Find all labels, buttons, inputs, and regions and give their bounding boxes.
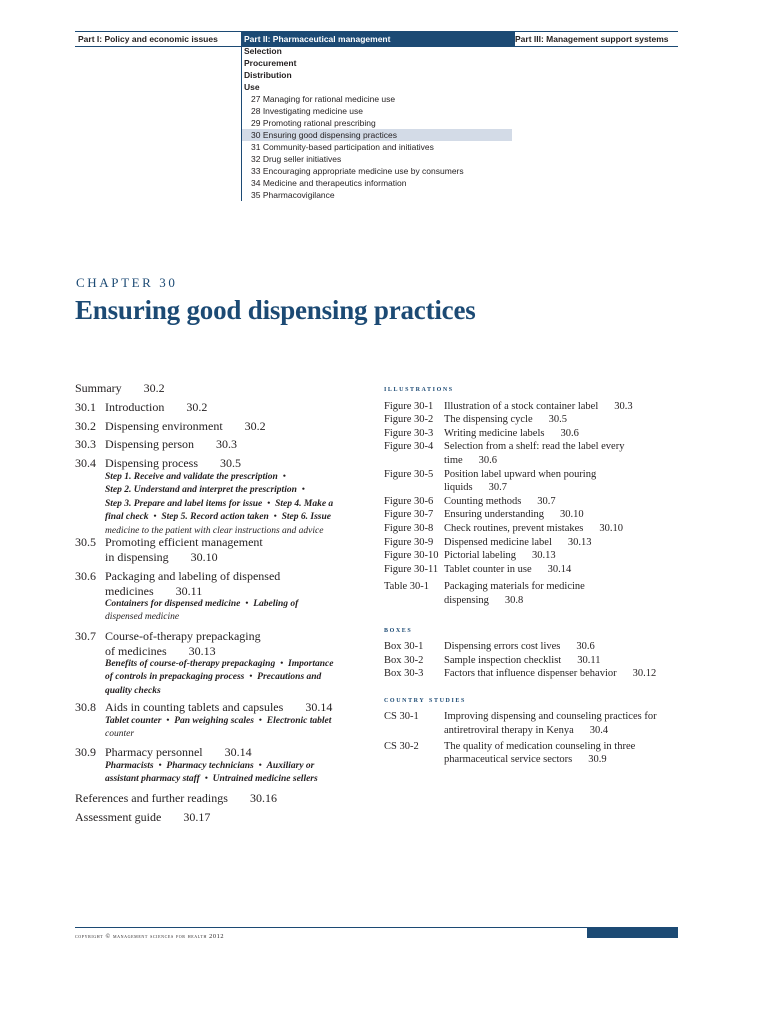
toc-number: 30.6 bbox=[75, 568, 96, 583]
toc-number: 30.9 bbox=[75, 744, 96, 759]
figure-page: 30.13 bbox=[567, 536, 592, 548]
toc-page: 30.14 bbox=[224, 744, 252, 759]
figure-text: Ensuring understanding bbox=[444, 509, 545, 521]
country-study-text: Improving dispensing and counseling practices for antiretroviral therapy in Kenya bbox=[444, 711, 657, 737]
figure-text: Check routines, prevent mistakes bbox=[444, 522, 584, 534]
part-3-tab[interactable]: Part III: Management support systems bbox=[515, 34, 669, 44]
subtopic: Labeling of bbox=[253, 598, 299, 609]
outline-chapter[interactable]: 35 Pharmacovigilance bbox=[251, 190, 335, 200]
toc-item[interactable] bbox=[75, 419, 365, 438]
figure-label: Figure 30-5 bbox=[384, 468, 434, 480]
outline-chapter[interactable]: 28 Investigating medicine use bbox=[251, 106, 363, 116]
toc-page: 30.5 bbox=[220, 455, 241, 470]
toc-text: Introduction bbox=[105, 400, 165, 414]
subtopic: Benefits of course-of-therapy prepackaging bbox=[105, 658, 276, 669]
figure-entry[interactable] bbox=[384, 508, 684, 522]
figure-page: 30.6 bbox=[478, 454, 498, 466]
toc-item[interactable] bbox=[75, 400, 365, 419]
country-study-entry[interactable] bbox=[384, 710, 684, 737]
toc-page: 30.14 bbox=[305, 699, 333, 714]
toc-subtopics: Tablet counter • Pan weighing scales • Electronic tablet counter bbox=[105, 715, 332, 740]
table-text: Packaging materials for medicine dispensing bbox=[444, 581, 585, 606]
subtopic: Pharmacists bbox=[105, 760, 154, 771]
toc-item[interactable] bbox=[75, 535, 365, 569]
toc-page: 30.11 bbox=[175, 583, 203, 598]
table-entry[interactable] bbox=[384, 580, 684, 607]
figure-text: Dispensed medicine label bbox=[444, 536, 552, 548]
subtopic: Tablet counter bbox=[105, 715, 162, 726]
chapter-label: CHAPTER 30 bbox=[76, 275, 178, 290]
toc-number: 30.8 bbox=[75, 699, 96, 714]
subtopic: Step 1. Receive and validate the prescription bbox=[105, 471, 278, 482]
figure-page: 30.6 bbox=[560, 427, 579, 439]
toc-text: References and further readings bbox=[75, 790, 228, 805]
toc-page: 30.16 bbox=[249, 790, 277, 805]
table-of-contents bbox=[75, 381, 365, 829]
figure-text: Tablet counter in use bbox=[444, 563, 532, 575]
subtopic: dispensed medicine bbox=[105, 612, 180, 623]
outline-chapter-current[interactable]: 30 Ensuring good dispensing practices bbox=[242, 129, 512, 141]
box-text: Sample inspection checklist bbox=[444, 654, 562, 666]
toc-number: 30.2 bbox=[75, 418, 96, 433]
figure-entry[interactable] bbox=[384, 413, 684, 427]
figure-entry[interactable] bbox=[384, 440, 684, 467]
figure-entry[interactable] bbox=[384, 427, 684, 441]
subtopic: final check bbox=[105, 512, 149, 523]
box-page: 30.12 bbox=[632, 668, 657, 680]
subtopic: Electronic tablet bbox=[266, 715, 332, 726]
box-entry[interactable] bbox=[384, 654, 684, 668]
figure-entry[interactable] bbox=[384, 563, 684, 577]
figure-page: 30.10 bbox=[599, 522, 624, 534]
subtopic: Step 5. Record action taken bbox=[161, 512, 269, 523]
toc-number: 30.4 bbox=[75, 455, 96, 470]
subtopic: Pan weighing scales bbox=[174, 715, 254, 726]
toc-number: 30.7 bbox=[75, 628, 96, 643]
figure-text: The dispensing cycle bbox=[444, 414, 533, 426]
figure-label: Figure 30-2 bbox=[384, 414, 434, 426]
toc-assessment[interactable] bbox=[75, 810, 365, 829]
figure-page: 30.3 bbox=[614, 400, 633, 412]
outline-section-procurement[interactable]: Procurement bbox=[244, 58, 297, 68]
figure-label: Figure 30-9 bbox=[384, 536, 434, 548]
toc-number: 30.3 bbox=[75, 437, 96, 451]
figure-label: Figure 30-4 bbox=[384, 441, 434, 453]
outline-chapter[interactable]: 34 Medicine and therapeutics information bbox=[251, 178, 407, 188]
toc-text: Dispensing person bbox=[105, 437, 194, 451]
figure-label: Figure 30-6 bbox=[384, 495, 434, 507]
toc-text: medicines bbox=[105, 583, 154, 598]
toc-item[interactable] bbox=[75, 569, 365, 598]
figure-entry[interactable] bbox=[384, 536, 684, 550]
toc-text: Promoting efficient management bbox=[105, 534, 263, 549]
boxes-heading: boxes bbox=[384, 623, 413, 634]
figure-entry[interactable] bbox=[384, 549, 684, 563]
toc-page: 30.2 bbox=[244, 418, 266, 433]
figure-text: Pictorial labeling bbox=[444, 550, 517, 562]
figure-entry[interactable] bbox=[384, 400, 684, 414]
table-label: Table 30-1 bbox=[384, 581, 430, 593]
subtopic: Pharmacy technicians bbox=[166, 760, 254, 771]
figure-label: Figure 30-7 bbox=[384, 509, 434, 521]
toc-summary-text: Summary bbox=[75, 381, 122, 395]
box-text: Dispensing errors cost lives bbox=[444, 641, 561, 653]
chapter-title: Ensuring good dispensing practices bbox=[75, 295, 476, 325]
toc-text: Dispensing process bbox=[105, 455, 198, 470]
toc-page: 30.13 bbox=[188, 643, 216, 658]
footer-bar bbox=[587, 927, 678, 938]
table-page: 30.8 bbox=[504, 594, 524, 606]
toc-subtopics: Step 1. Receive and validate the prescription • Step 2. Understand and interpret the prescription • Step 3. Prepare and label items for issue • Step 4. Make a final check • Step 5. Record action taken • Step 6. Issue medicine to the patient with clear instructions and advice bbox=[105, 471, 334, 536]
subtopic: Precautions and bbox=[257, 672, 322, 683]
figure-label: Figure 30-1 bbox=[384, 400, 434, 412]
illustrations-list bbox=[384, 382, 684, 767]
country-study-page: 30.9 bbox=[588, 754, 607, 766]
box-page: 30.6 bbox=[576, 641, 595, 653]
toc-subtopics: Benefits of course-of-therapy prepackaging • Importance of controls in prepackaging process • Precautions and quality checks bbox=[105, 658, 334, 696]
toc-summary[interactable] bbox=[75, 381, 365, 400]
subtopic: Step 4. Make a bbox=[275, 498, 334, 509]
toc-subtopics: Pharmacists • Pharmacy technicians • Auxiliary or assistant pharmacy staff • Untrained medicine sellers bbox=[105, 760, 318, 785]
figure-label: Figure 30-10 bbox=[384, 550, 439, 562]
figure-page: 30.5 bbox=[548, 414, 568, 426]
figure-text: Illustration of a stock container label bbox=[444, 400, 599, 412]
figure-entry[interactable] bbox=[384, 468, 684, 495]
box-entry[interactable] bbox=[384, 640, 684, 654]
subtopic: Step 3. Prepare and label items for issue bbox=[105, 498, 263, 509]
toc-text: Pharmacy personnel bbox=[105, 744, 203, 759]
figure-entry[interactable] bbox=[384, 495, 684, 509]
toc-text: Packaging and labeling of dispensed bbox=[105, 568, 281, 583]
subtopic: Step 6. Issue bbox=[281, 512, 331, 523]
toc-page: 30.2 bbox=[143, 381, 165, 395]
figure-label: Figure 30-11 bbox=[384, 563, 439, 575]
toc-text: in dispensing bbox=[105, 549, 169, 564]
part-outline bbox=[241, 45, 514, 201]
figure-entry[interactable] bbox=[384, 522, 684, 536]
toc-page: 30.17 bbox=[183, 809, 211, 824]
figure-page: 30.10 bbox=[560, 509, 584, 521]
country-study-label: CS 30-2 bbox=[384, 740, 419, 752]
toc-item[interactable] bbox=[75, 629, 365, 658]
toc-item[interactable] bbox=[75, 456, 365, 471]
toc-references[interactable] bbox=[75, 791, 365, 810]
country-study-page: 30.4 bbox=[589, 725, 609, 737]
subtopic: Step 2. Understand and interpret the prescription bbox=[105, 485, 297, 496]
toc-text: Aids in counting tablets and capsules bbox=[105, 699, 284, 714]
outline-chapter[interactable]: 32 Drug seller initiatives bbox=[251, 154, 342, 164]
subtopic: counter bbox=[105, 729, 135, 740]
figure-page: 30.13 bbox=[532, 550, 556, 562]
toc-page: 30.2 bbox=[186, 400, 208, 414]
toc-item[interactable] bbox=[75, 745, 365, 760]
part-1-tab[interactable]: Part I: Policy and economic issues bbox=[78, 34, 218, 44]
subtopic: Auxiliary or bbox=[266, 760, 315, 771]
toc-subtopics: Containers for dispensed medicine • Labeling of dispensed medicine bbox=[105, 598, 299, 623]
figure-page: 30.14 bbox=[547, 563, 572, 575]
country-studies-heading: country studies bbox=[384, 693, 466, 704]
toc-number: 30.1 bbox=[75, 400, 96, 414]
country-study-label: CS 30-1 bbox=[384, 711, 419, 723]
box-label: Box 30-2 bbox=[384, 654, 424, 666]
toc-text: of medicines bbox=[105, 643, 167, 658]
subtopic: Containers for dispensed medicine bbox=[105, 598, 241, 609]
country-study-entry[interactable] bbox=[384, 740, 684, 767]
figure-page: 30.7 bbox=[537, 495, 556, 507]
toc-page: 30.3 bbox=[216, 437, 237, 451]
outline-chapter[interactable]: 31 Community-based participation and initiatives bbox=[251, 142, 434, 152]
figure-text: Position label upward when pouring liquids bbox=[444, 468, 597, 494]
box-page: 30.11 bbox=[577, 654, 601, 666]
figure-text: Selection from a shelf: read the label every time bbox=[444, 441, 625, 466]
toc-text: Course-of-therapy prepackaging bbox=[105, 628, 261, 643]
subtopic: of controls in prepackaging process bbox=[105, 672, 245, 683]
figure-page: 30.7 bbox=[488, 482, 507, 494]
box-text: Factors that influence dispenser behavior bbox=[444, 668, 617, 680]
subtopic: quality checks bbox=[105, 685, 161, 696]
figure-label: Figure 30-8 bbox=[384, 522, 434, 534]
outline-section-distribution[interactable]: Distribution bbox=[244, 70, 292, 80]
box-label: Box 30-1 bbox=[384, 641, 424, 653]
part-2-tab-active[interactable]: Part II: Pharmaceutical management bbox=[241, 32, 515, 46]
outline-chapter[interactable]: 27 Managing for rational medicine use bbox=[251, 94, 396, 104]
toc-text: Dispensing environment bbox=[105, 418, 223, 433]
figure-label: Figure 30-3 bbox=[384, 427, 434, 439]
subtopic: medicine to the patient with clear instructions and advice bbox=[105, 525, 324, 536]
figure-text: Writing medicine labels bbox=[444, 427, 545, 439]
outline-section-use[interactable]: Use bbox=[244, 82, 260, 92]
toc-item[interactable] bbox=[75, 700, 365, 715]
figure-text: Counting methods bbox=[444, 495, 522, 507]
toc-item[interactable] bbox=[75, 437, 365, 456]
box-entry[interactable] bbox=[384, 667, 684, 681]
copyright-notice: copyright © management sciences for health 2012 bbox=[75, 933, 225, 940]
illustrations-heading: illustrations bbox=[384, 383, 454, 393]
toc-number: 30.5 bbox=[75, 534, 96, 549]
outline-chapter[interactable]: 29 Promoting rational prescribing bbox=[251, 118, 376, 128]
country-study-text: The quality of medication counseling in three pharmaceutical service sectors bbox=[444, 740, 636, 766]
subtopic: Untrained medicine sellers bbox=[212, 774, 318, 785]
outline-chapter[interactable]: 33 Encouraging appropriate medicine use by consumers bbox=[251, 166, 464, 176]
subtopic: Importance bbox=[288, 658, 334, 669]
box-label: Box 30-3 bbox=[384, 668, 424, 680]
toc-page: 30.10 bbox=[190, 549, 218, 564]
toc-text: Assessment guide bbox=[75, 809, 162, 824]
subtopic: assistant pharmacy staff bbox=[105, 774, 200, 785]
outline-section-selection[interactable]: Selection bbox=[244, 46, 282, 56]
